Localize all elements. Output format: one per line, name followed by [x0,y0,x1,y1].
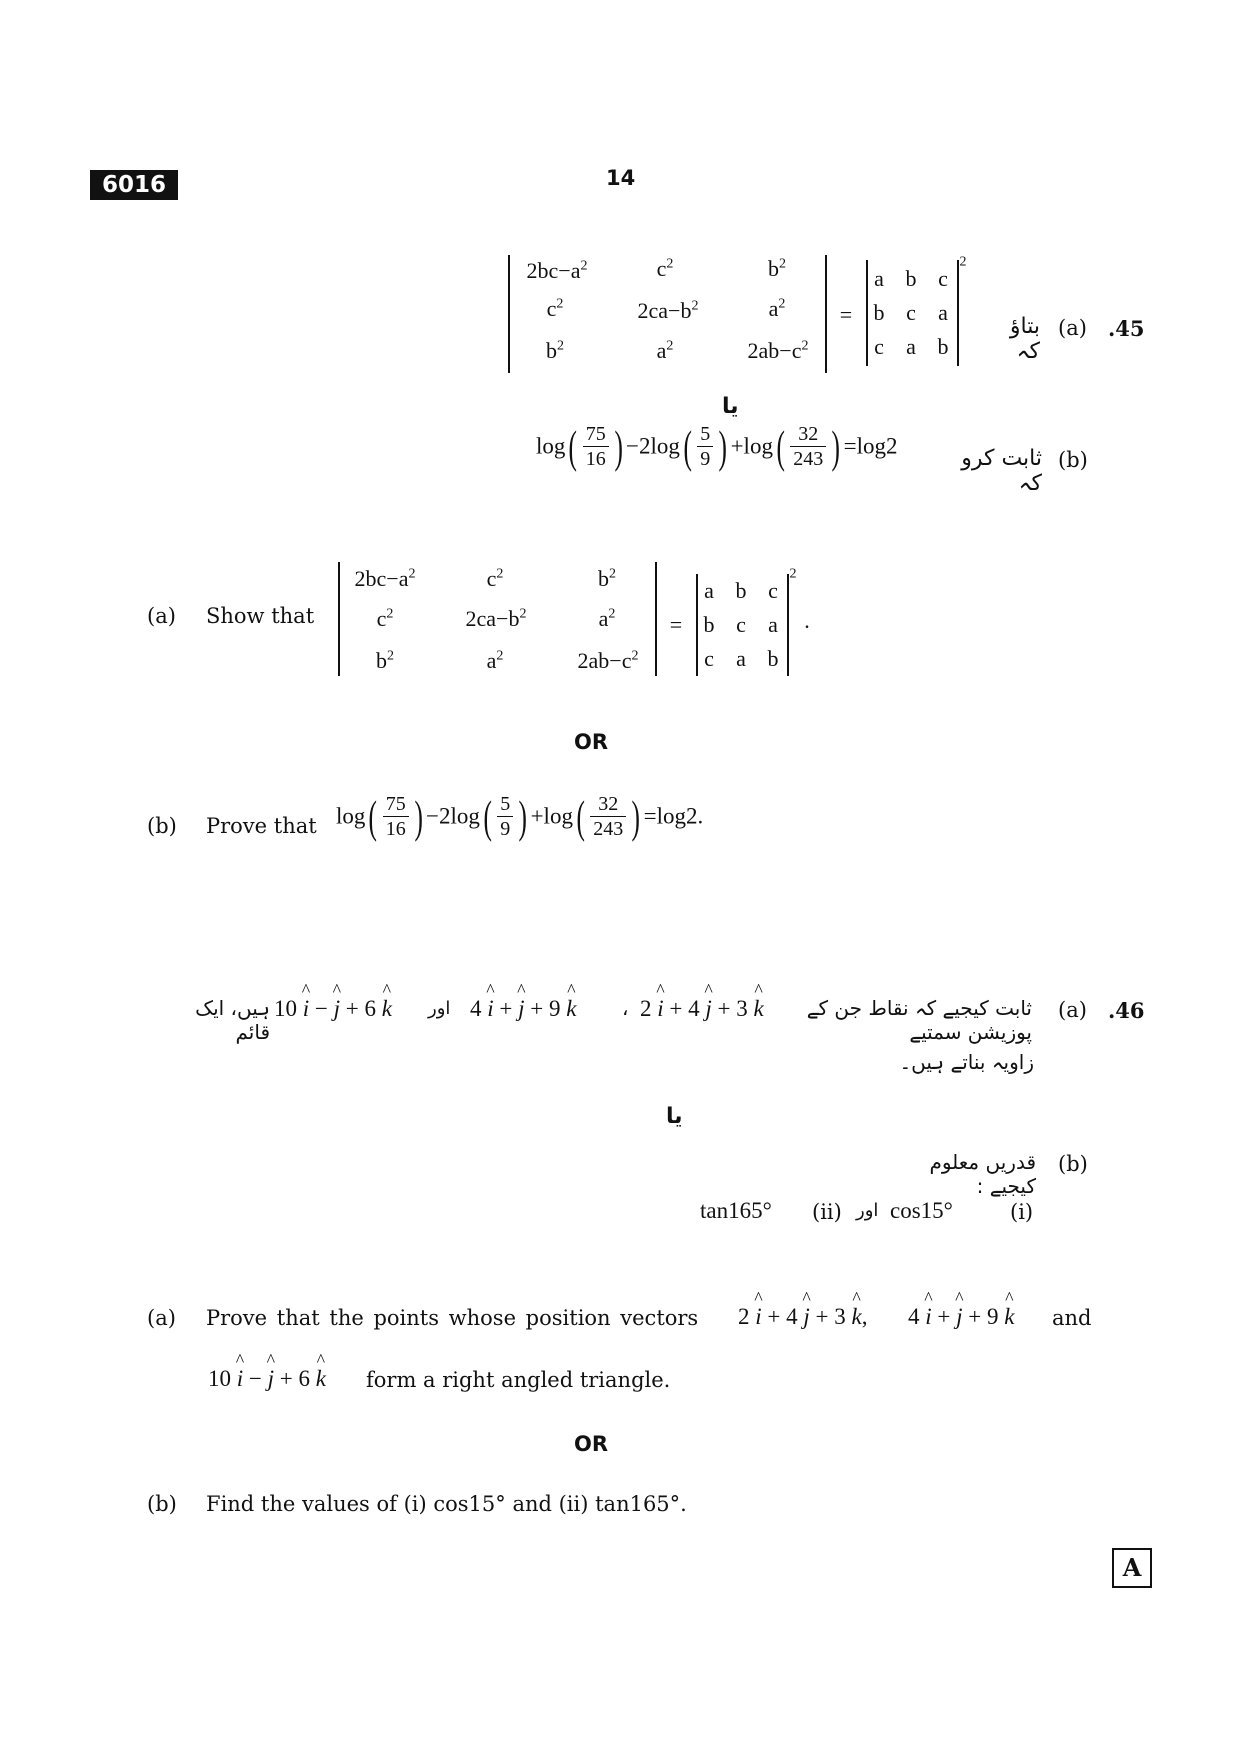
q46-en-b-label: (b) [147,1492,177,1516]
q46-urdu-b-and: اور [856,1200,879,1221]
q46-en-a-label: (a) [147,1306,176,1330]
q46-urdu-b-label: (b) [1058,1152,1088,1176]
q46-urdu-a-text-pre: ثابت کیجیے کہ نقاط جن کے پوزیشن سمتیے [806,996,1032,1044]
q45-en-b-label: (b) [147,814,177,838]
q46-urdu-b-text: قدریں معلوم کیجیے : [929,1150,1036,1198]
q45-urdu-a-text: بتاؤ کہ [1009,314,1040,364]
q45-en-b-text: Prove that [206,814,317,838]
q46-urdu-b-cos: cos15° [890,1198,953,1223]
q46-urdu-a-text-post: ہیں، ایک قائم [195,996,270,1044]
q45-en-a-text: Show that [206,604,315,628]
q46-urdu-a-line2: زاویہ بناتے ہیں۔ [899,1050,1034,1074]
q46-urdu-b-ii: (ii) [812,1200,842,1224]
q46-urdu-b-i: (i) [1010,1200,1034,1224]
q46-urdu-vec1: 2 ^ i + 4 ^ j + 3 ^ k [640,996,764,1022]
q46-en-vec1: 2 ^ i + 4 ^ j + 3 ^ k, [738,1304,867,1330]
paper-code: 6016 [90,170,178,200]
q45-en-log-expression: log( $\frac{75}{16}$ ) −2log( $\frac{5}{9}$ ) +log( $\frac{32}{243}$ ) =log2. [336,790,704,842]
q46-en-a-line2: form a right angled triangle. [366,1368,671,1392]
q46-en-b-text: Find the values of (i) cos15° and (ii) tan165°. [206,1492,687,1516]
page-number: 14 [606,166,636,190]
q45-number: .45 [1108,316,1145,341]
q46-urdu-vec2: 4 ^ i + ^ j + 9 ^ k [470,996,576,1022]
q45-en-a-label: (a) [147,604,176,628]
q45-urdu-or: یا [722,394,739,419]
q45-urdu-log-expression: log( $\frac{75}{16}$ ) −2log( $\frac{5}{9}$ ) +log( $\frac{32}{243}$ ) =log2 [536,420,898,472]
q46-number: .46 [1108,998,1145,1023]
q45-en-or: OR [574,730,609,754]
set-letter-badge: A [1112,1548,1152,1588]
q46-urdu-and: اور [428,998,451,1019]
q46-en-vec3: 10 ^ i − ^ j + 6 ^ k [208,1366,326,1392]
q45-urdu-b-text: ثابت کرو کہ [961,446,1042,496]
q46-urdu-vec3: 10 ^ i − ^ j + 6 ^ k [274,996,392,1022]
q46-en-a-line1: Prove that the points whose position vectors [206,1306,699,1330]
q46-urdu-b-tan: tan165° [700,1198,772,1223]
q45-urdu-b-label: (b) [1058,448,1088,472]
q46-en-vec2: 4 ^ i + ^ j + 9 ^ k [908,1304,1014,1330]
q46-urdu-or: یا [666,1104,683,1129]
q45-urdu-a-label: (a) [1058,316,1087,340]
q46-en-or: OR [574,1432,609,1456]
q46-en-and: and [1052,1306,1092,1330]
q46-urdu-a-label: (a) [1058,998,1087,1022]
